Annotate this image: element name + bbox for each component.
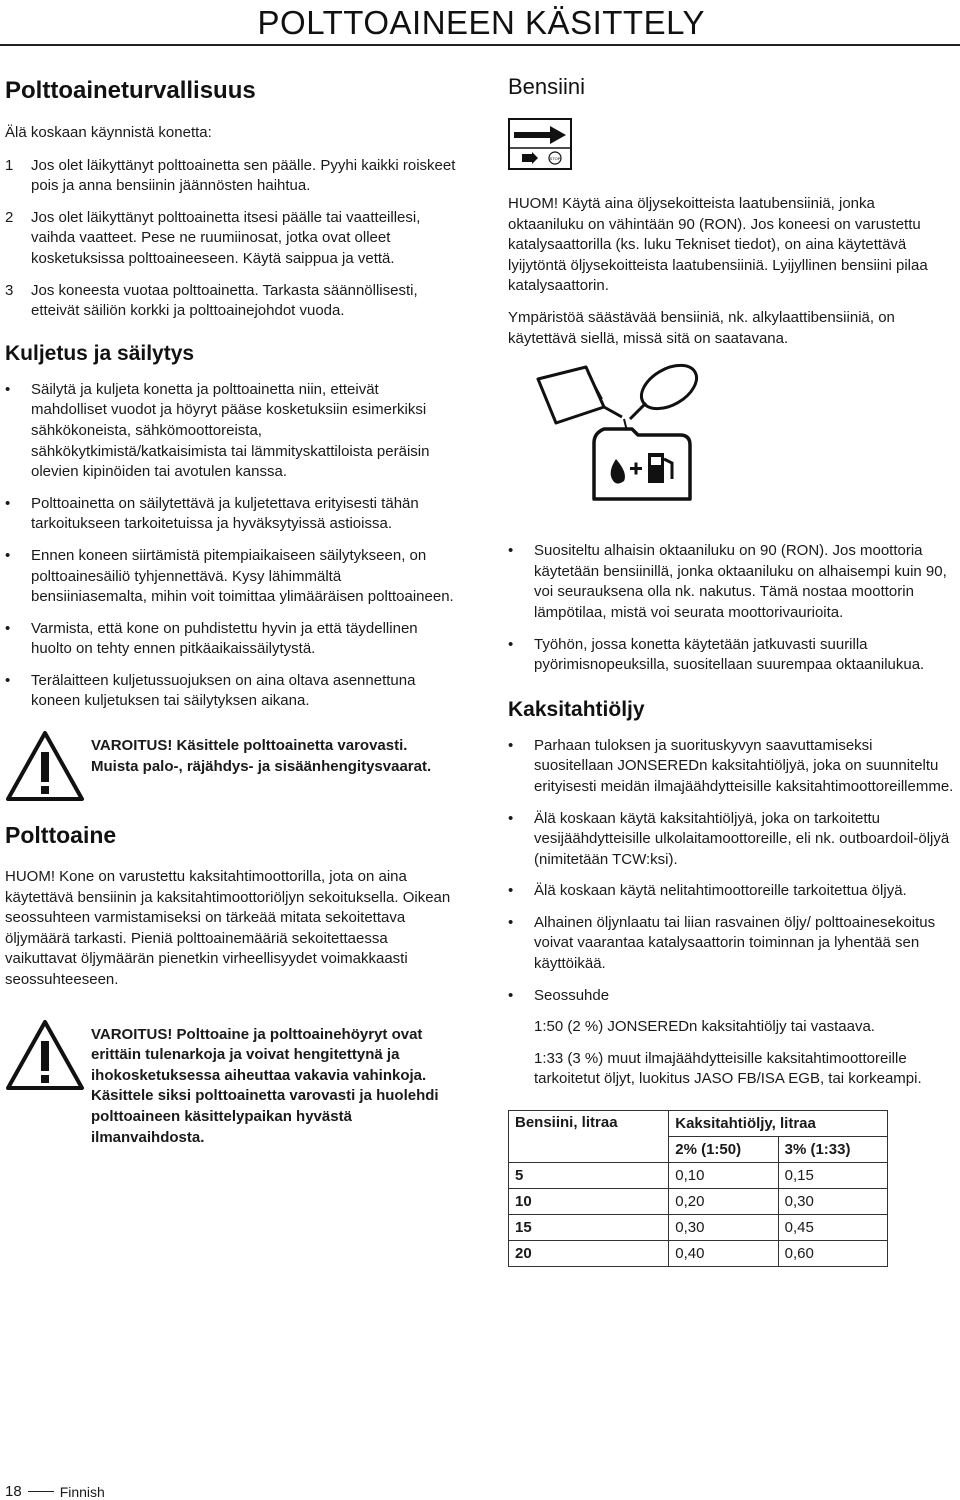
warning-text: VAROITUS! Käsittele polttoainetta varovasti. Muista palo-, räjähdys- ja sisäänhengitysvaarat. xyxy=(91,737,432,775)
bullet: • xyxy=(508,913,514,931)
fuel-mixing-icon xyxy=(534,363,734,503)
item-text: Parhaan tuloksen ja suorituskyvyn saavuttamiseksi suositellaan JONSEREDn kaksitahtiöljyä, joka on suunniteltu erityisesti meidän ilmajäähdytteisille kaksitahtimoottoreillemme. xyxy=(534,736,954,795)
table-row xyxy=(509,1163,888,1189)
bullet: • xyxy=(5,671,11,689)
list-item xyxy=(5,380,457,483)
petrol-heading: Bensiini xyxy=(508,74,586,99)
left-column xyxy=(5,72,457,1148)
item-text: Polttoainetta on säilytettävä ja kuljetettava erityisesti tähän tarkoitukseen tarkoitetuissa ja hyväksytyissä astioissa. xyxy=(31,494,419,533)
page-footer xyxy=(5,1483,105,1500)
footer-dash xyxy=(28,1491,54,1493)
footer-language: Finnish xyxy=(59,1483,105,1500)
transport-list xyxy=(5,380,457,712)
list-item xyxy=(508,913,954,975)
table-cell: 0,45 xyxy=(778,1215,887,1241)
bullet: • xyxy=(508,635,514,653)
fuel-heading: Polttoaine xyxy=(5,822,117,849)
stop-label: STOP xyxy=(549,156,561,161)
list-item xyxy=(5,494,457,535)
list-item xyxy=(508,881,954,902)
item-text: Ennen koneen siirtämistä pitempiaikaiseen säilytykseen, on polttoainesäiliö tyhjennettävä. Kysy lähimmältä bensiiniasemalta, mihin voit toimittaa ylimääräisen polttoaineen. xyxy=(31,546,454,606)
table-cell: 10 xyxy=(509,1189,669,1215)
list-item xyxy=(5,208,457,270)
mix-table xyxy=(508,1110,888,1267)
table-cell: 0,30 xyxy=(669,1215,778,1241)
list-item xyxy=(508,541,954,623)
list-item xyxy=(508,809,954,871)
table-cell: 5 xyxy=(509,1163,669,1189)
item-number: 2 xyxy=(5,208,14,226)
table-cell: 0,20 xyxy=(669,1189,778,1215)
warning-text: VAROITUS! Polttoaine ja polttoainehöyryt ovat erittäin tulenarkoja ja voivat hengitettynä ja ihokosketuksessa aiheuttaa vakavia vahinkoja. Käsittele siksi polttoainetta varovasti ja huolehdi polttoaineen käsittelypaikan hyvästä ilmanvaihdosta. xyxy=(91,1025,439,1146)
item-text: Jos koneesta vuotaa polttoainetta. Tarkasta säännöllisesti, etteivät säiliön korkki ja polttoainejohdot vuoda. xyxy=(31,281,418,320)
table-row xyxy=(509,1189,888,1215)
item-text: Älä koskaan käytä kaksitahtiöljyä, joka on tarkoitettu vesijäähdytteisille ulkolaitamoottoreille, eli nk. outboardoil-öljyä (nimitetään TCW:ksi). xyxy=(534,809,950,868)
safety-intro: Älä koskaan käynnistä konetta: xyxy=(5,124,212,141)
item-text: Jos olet läikyttänyt polttoainetta itsesi päälle tai vaatteillesi, vaihda vaatteet. Pese ne ruumiinosat, jotka ovat olleet kosketuksissa polttoaineeseen. Käytä saippua ja vettä. xyxy=(31,208,421,267)
bullet: • xyxy=(5,619,11,637)
page-number: 18 xyxy=(5,1483,22,1500)
item-text: Jos olet läikyttänyt polttoainetta sen päälle. Pyyhi kaikki roiskeet pois ja anna bensiinin jäännösten haihtua. xyxy=(31,156,456,195)
item-text: Terälaitteen kuljetussuojuksen on aina oltava asennettuna koneen kuljetuksen tai säilytyksen aikana. xyxy=(31,671,416,710)
table-cell: 0,40 xyxy=(669,1241,778,1267)
bullet: • xyxy=(508,986,514,1004)
table-row xyxy=(509,1215,888,1241)
list-item xyxy=(5,281,457,322)
header-rule xyxy=(0,44,960,46)
table-row xyxy=(509,1111,888,1137)
warning-box xyxy=(5,730,457,802)
item-text: Säilytä ja kuljeta konetta ja polttoainetta niin, etteivät mahdolliset vuodot ja höyryt pääse kosketuksiin esimerkiksi sähkökoneista, sähkömoottoreista, sähkökytkimistä/katkaisimista tai lämmityskattiloista peräisin olevien kipinöiden tai avotulen kanssa. xyxy=(31,380,430,481)
item-text: Alhainen öljynlaatu tai liian rasvainen öljy/ polttoainesekoitus voivat vaarantaa katalysaattorin toiminnan ja lyhentää sen käyttöikää. xyxy=(534,913,936,973)
bullet: • xyxy=(5,380,11,398)
transport-heading: Kuljetus ja säilytys xyxy=(5,341,195,365)
table-cell: 0,60 xyxy=(778,1241,887,1267)
item-text: Älä koskaan käytä nelitahtimoottoreille tarkoitettua öljyä. xyxy=(534,882,907,900)
item-text: Työhön, jossa konetta käytetään jatkuvasti suurilla pyörimisnopeuksilla, suositellaan suurempaa oktaanilukua. xyxy=(534,635,925,674)
table-cell: 20 xyxy=(509,1241,669,1267)
item-text: Suositeltu alhaisin oktaaniluku on 90 (RON). Jos moottoria käytetään bensiinillä, jonka oktaaniluku on alhaisempi kuin 90, voi seurauksena olla nk. nakutus. Tämä nostaa moottorin lämpötilaa, mistä voi seurata moottorivaurioita. xyxy=(534,542,947,621)
safety-heading: Polttoaineturvallisuus xyxy=(5,77,256,104)
list-item xyxy=(5,619,457,660)
item-number: 3 xyxy=(5,281,14,299)
fuel-pump-arrow-icon xyxy=(508,118,572,170)
bullet: • xyxy=(5,546,11,564)
table-subheader: 2% (1:50) xyxy=(669,1137,778,1163)
oil-heading: Kaksitahtiöljy xyxy=(508,697,645,721)
table-row xyxy=(509,1241,888,1267)
right-column xyxy=(508,74,954,1267)
safety-list xyxy=(5,156,457,322)
petrol-text-1: HUOM! Käytä aina öljysekoitteista laatubensiiniä, jonka oktaaniluku on vähintään 90 (RON). Jos koneesi on varustettu katalysaattorilla (ks. luku Tekniset tiedot), on aina käytettävä lyijytöntä öljysekoitteista laatubensiiniä. Lyijyllinen bensiini pilaa katalysaattorin. xyxy=(508,195,928,295)
oil-bullets xyxy=(508,736,954,1007)
table-subheader: 3% (1:33) xyxy=(778,1137,887,1163)
bullet: • xyxy=(508,882,514,900)
bullet: • xyxy=(508,809,514,827)
warning-box xyxy=(5,1019,457,1149)
fuel-text: HUOM! Kone on varustettu kaksitahtimoottorilla, jota on aina käytettävä bensiinin ja kaksitahtimoottoriöljyn sekoituksella. Oikean seossuhteen varmistamiseksi on tärkeää mitata sekoitettava öljymäärä tarkasti. Pieniä polttoainemääriä sekoitettaessa vaikuttavat öljymäärän pienetkin virheellisyydet voimakkaasti seossuhteeseen. xyxy=(5,868,451,989)
bullet: • xyxy=(508,736,514,754)
ratio-text-1: 1:50 (2 %) JONSEREDn kaksitahtiöljy tai vastaava. xyxy=(534,1018,875,1036)
table-cell: 15 xyxy=(509,1215,669,1241)
petrol-bullets xyxy=(508,541,954,676)
item-text: Varmista, että kone on puhdistettu hyvin ja että täydellinen huolto on tehty ennen pitkäaikaissäilytystä. xyxy=(31,619,418,658)
item-text: Seossuhde xyxy=(534,986,610,1004)
warning-triangle-icon xyxy=(5,730,85,802)
warning-triangle-icon xyxy=(5,1019,85,1091)
table-header-petrol: Bensiini, litraa xyxy=(509,1111,669,1163)
list-item xyxy=(5,546,457,608)
petrol-text-2: Ympäristöä säästävää bensiiniä, nk. alkylaattibensiiniä, on käytettävä siellä, missä sitä on saatavana. xyxy=(508,308,895,347)
table-cell: 0,15 xyxy=(778,1163,887,1189)
list-item xyxy=(508,736,954,798)
table-cell: 0,30 xyxy=(778,1189,887,1215)
ratio-text-2: 1:33 (3 %) muut ilmajäähdytteisille kaksitahtimoottoreille tarkoitetut öljyt, luokitus JASO FB/ISA EGB, tai korkeampi. xyxy=(534,1049,922,1088)
table-header-oil: Kaksitahtiöljy, litraa xyxy=(669,1111,888,1137)
bullet: • xyxy=(508,542,514,560)
table-cell: 0,10 xyxy=(669,1163,778,1189)
list-item xyxy=(508,986,954,1007)
list-item xyxy=(5,671,457,712)
list-item xyxy=(5,156,457,197)
list-item xyxy=(508,635,954,676)
page-title: POLTTOAINEEN KÄSITTELY xyxy=(257,4,705,41)
bullet: • xyxy=(5,494,11,512)
item-number: 1 xyxy=(5,156,14,174)
